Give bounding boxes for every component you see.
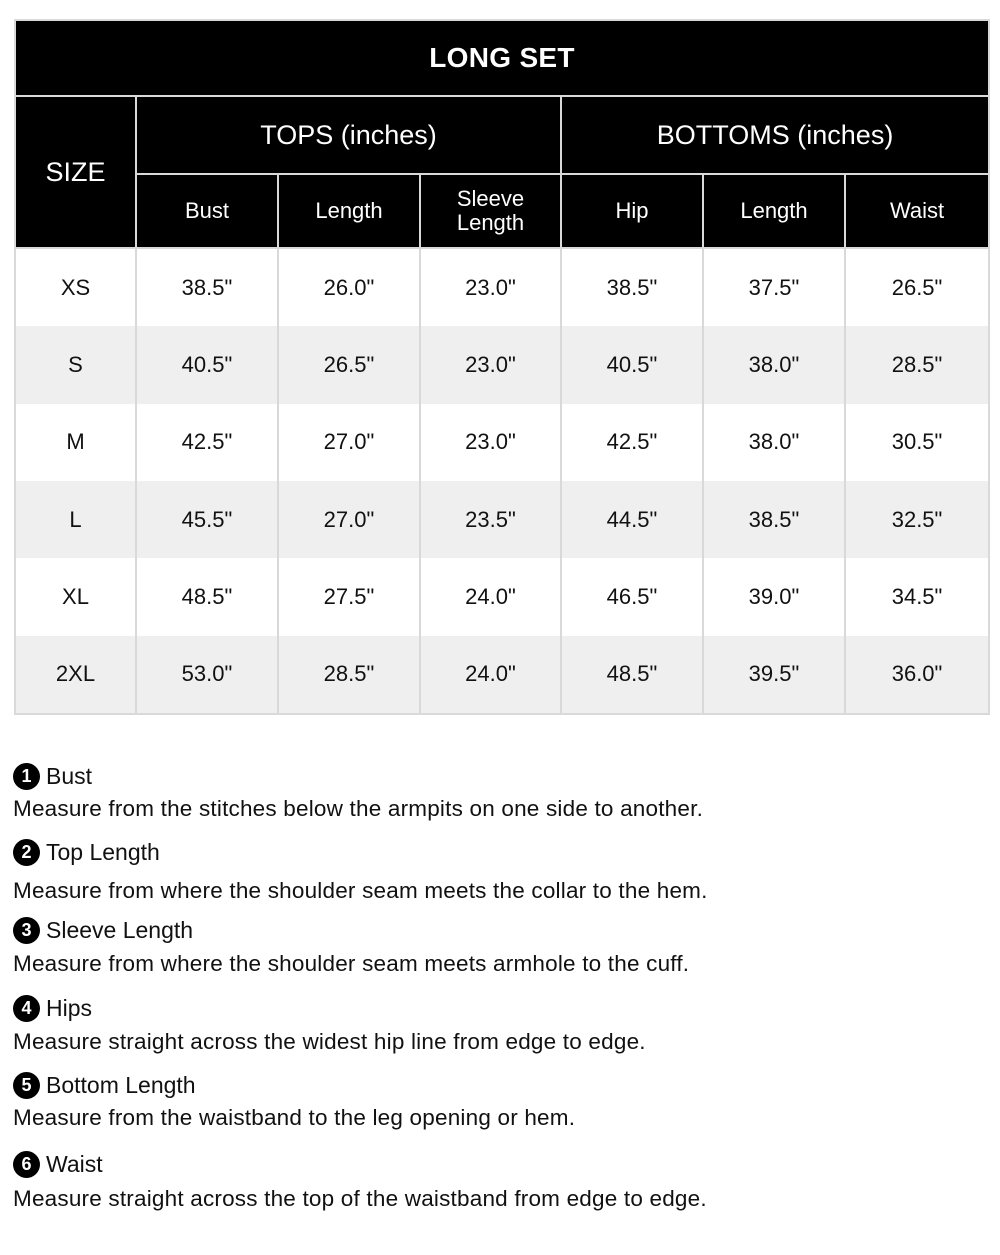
- col-header-bottom-length: Length: [703, 174, 845, 248]
- sleeve-length-cell: 24.0": [420, 636, 561, 714]
- sleeve-length-cell: 23.5": [420, 481, 561, 558]
- col-header-hip: Hip: [561, 174, 703, 248]
- size-cell: XS: [15, 248, 136, 326]
- note-title-text: Top Length: [46, 838, 160, 865]
- bust-cell: 45.5": [136, 481, 278, 558]
- note-title-text: Waist: [46, 1150, 103, 1177]
- waist-cell: 30.5": [845, 404, 989, 481]
- note-description: Measure straight across the top of the waistband from edge to edge.: [13, 1186, 707, 1211]
- col-header-sleeve-line1: Sleeve: [456, 186, 525, 211]
- note-description: Measure from where the shoulder seam meets armhole to the cuff.: [13, 951, 690, 976]
- table-row: [15, 636, 989, 714]
- size-chart-table: [14, 19, 990, 715]
- waist-cell: 32.5": [845, 481, 989, 558]
- note-waist: [13, 1149, 983, 1212]
- table-row: [15, 404, 989, 481]
- number-badge-icon: 5: [13, 1072, 40, 1099]
- col-header-waist: Waist: [845, 174, 989, 248]
- note-title: [13, 761, 983, 791]
- sleeve-length-cell: 23.0": [420, 326, 561, 403]
- bottoms-header: BOTTOMS (inches): [561, 96, 989, 174]
- hip-cell: 48.5": [561, 636, 703, 714]
- note-description: Measure from the stitches below the armpits on one side to another.: [13, 796, 704, 821]
- waist-cell: 28.5": [845, 326, 989, 403]
- table-row: [15, 558, 989, 635]
- table-row: [15, 248, 989, 326]
- bust-cell: 53.0": [136, 636, 278, 714]
- note-title: [13, 1149, 983, 1179]
- bottom-length-cell: 38.0": [703, 326, 845, 403]
- col-header-sleeve-length: [420, 174, 561, 248]
- bust-cell: 40.5": [136, 326, 278, 403]
- size-header: SIZE: [15, 96, 136, 248]
- hip-cell: 42.5": [561, 404, 703, 481]
- top-length-cell: 27.5": [278, 558, 420, 635]
- note-bottom-length: [13, 1070, 983, 1131]
- note-title-text: Bust: [46, 762, 93, 789]
- bottom-length-cell: 37.5": [703, 248, 845, 326]
- note-sleeve-length: [13, 915, 983, 977]
- waist-cell: 26.5": [845, 248, 989, 326]
- note-bust: [13, 761, 983, 822]
- hip-cell: 38.5": [561, 248, 703, 326]
- col-header-bust: Bust: [136, 174, 278, 248]
- size-cell: S: [15, 326, 136, 403]
- number-badge-icon: 3: [13, 917, 40, 944]
- note-description: Measure from where the shoulder seam meets the collar to the hem.: [13, 878, 708, 903]
- waist-cell: 36.0": [845, 636, 989, 714]
- bust-cell: 38.5": [136, 248, 278, 326]
- number-badge-icon: 6: [13, 1151, 40, 1178]
- waist-cell: 34.5": [845, 558, 989, 635]
- note-title: [13, 837, 983, 867]
- note-title-text: Hips: [46, 994, 93, 1021]
- table-row: [15, 326, 989, 403]
- top-length-cell: 28.5": [278, 636, 420, 714]
- note-title-text: Sleeve Length: [46, 916, 194, 943]
- bust-cell: 42.5": [136, 404, 278, 481]
- note-title: [13, 1070, 983, 1100]
- note-description: Measure straight across the widest hip line from edge to edge.: [13, 1029, 646, 1054]
- bust-cell: 48.5": [136, 558, 278, 635]
- sleeve-length-cell: 23.0": [420, 248, 561, 326]
- note-title: [13, 915, 983, 945]
- note-top-length: [13, 837, 983, 904]
- size-cell: 2XL: [15, 636, 136, 714]
- note-description: Measure from the waistband to the leg opening or hem.: [13, 1105, 576, 1130]
- hip-cell: 44.5": [561, 481, 703, 558]
- bottom-length-cell: 39.0": [703, 558, 845, 635]
- size-cell: M: [15, 404, 136, 481]
- top-length-cell: 26.0": [278, 248, 420, 326]
- top-length-cell: 27.0": [278, 404, 420, 481]
- top-length-cell: 27.0": [278, 481, 420, 558]
- table-title: LONG SET: [15, 20, 989, 96]
- number-badge-icon: 4: [13, 995, 40, 1022]
- sleeve-length-cell: 23.0": [420, 404, 561, 481]
- note-title: [13, 993, 983, 1023]
- number-badge-icon: 2: [13, 839, 40, 866]
- top-length-cell: 26.5": [278, 326, 420, 403]
- bottom-length-cell: 39.5": [703, 636, 845, 714]
- hip-cell: 40.5": [561, 326, 703, 403]
- tops-header: TOPS (inches): [136, 96, 561, 174]
- col-header-sleeve-line2: Length: [456, 210, 525, 235]
- size-cell: XL: [15, 558, 136, 635]
- col-header-top-length: Length: [278, 174, 420, 248]
- note-title-text: Bottom Length: [46, 1071, 196, 1098]
- table-row: [15, 481, 989, 558]
- hip-cell: 46.5": [561, 558, 703, 635]
- note-hips: [13, 993, 983, 1055]
- bottom-length-cell: 38.5": [703, 481, 845, 558]
- number-badge-icon: 1: [13, 763, 40, 790]
- sleeve-length-cell: 24.0": [420, 558, 561, 635]
- size-cell: L: [15, 481, 136, 558]
- bottom-length-cell: 38.0": [703, 404, 845, 481]
